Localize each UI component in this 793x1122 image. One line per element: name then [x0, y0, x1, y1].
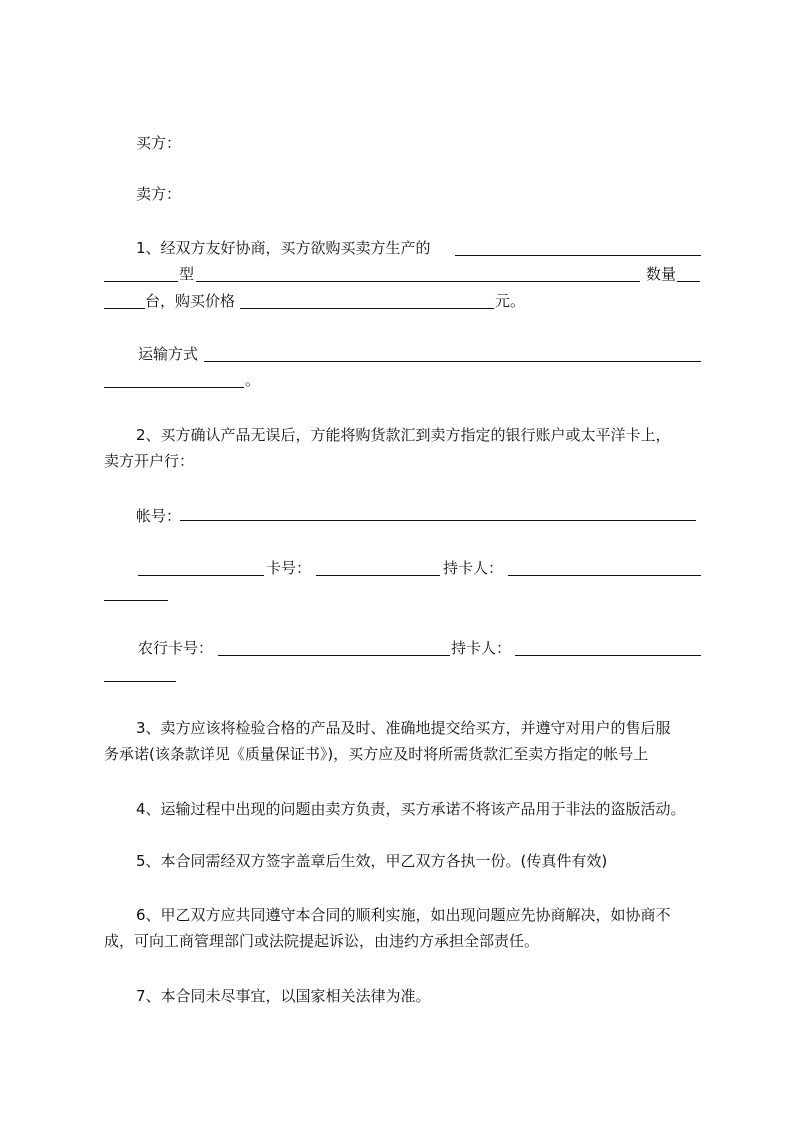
transport-blank-a	[204, 361, 701, 362]
agri-holder-label: 持卡人：	[451, 639, 512, 657]
quantity-label: 数量	[646, 265, 677, 283]
seller-label: 卖方：	[136, 185, 182, 203]
account-label: 帐号：	[136, 507, 182, 525]
quantity-blank-a	[677, 281, 700, 282]
clause3-line2: 务承诺(该条款详见《质量保证书》)，买方应及时将所需货款汇至卖方指定的帐号上	[104, 745, 649, 763]
clause1-line1: 1、经双方友好协商，买方欲购买卖方生产的	[136, 239, 431, 257]
card-holder-label: 持卡人：	[443, 559, 504, 577]
card-blank	[316, 575, 440, 576]
brand-blank	[104, 281, 178, 282]
agri-card-label: 农行卡号：	[138, 639, 214, 657]
transport-label: 运输方式	[138, 345, 199, 363]
model-blank	[196, 281, 640, 282]
card-holder-blank-a	[508, 575, 701, 576]
product-blank	[455, 255, 701, 256]
agri-holder-blank-a	[515, 655, 701, 656]
clause7: 7、本合同未尽事宜，以国家相关法律为准。	[136, 987, 431, 1005]
card-holder-blank-b	[104, 600, 168, 601]
model-label: 型	[179, 265, 195, 283]
agri-holder-blank-b	[104, 681, 176, 682]
clause2-line2: 卖方开户行：	[104, 452, 195, 470]
quantity-blank-b	[104, 308, 145, 309]
clause6-line1: 6、甲乙双方应共同遵守本合同的顺利实施，如出现问题应先协商解决，如协商不	[136, 906, 671, 924]
clause6-line2: 成，可向工商管理部门或法院提起诉讼，由违约方承担全部责任。	[104, 932, 540, 950]
clause4: 4、运输过程中出现的问题由卖方负责，买方承诺不将该产品用于非法的盗版活动。	[136, 800, 686, 818]
buyer-label: 买方：	[136, 134, 182, 152]
agri-card-blank	[218, 655, 450, 656]
transport-end: 。	[245, 371, 261, 389]
clause5: 5、本合同需经双方签字盖章后生效，甲乙双方各执一份。(传真件有效)	[136, 852, 608, 870]
clause2-line1: 2、买方确认产品无误后，方能将购货款汇到卖方指定的银行账户或太平洋卡上，	[136, 426, 671, 444]
transport-blank-b	[104, 387, 244, 388]
card-label: 卡号：	[266, 559, 312, 577]
clause3-line1: 3、卖方应该将检验合格的产品及时、准确地提交给买方，并遵守对用户的售后服	[136, 719, 671, 737]
unit-price-text: 台，购买价格	[145, 292, 236, 310]
bank-blank	[138, 575, 264, 576]
yuan-text: 元。	[495, 292, 526, 310]
price-blank	[240, 308, 494, 309]
account-blank	[180, 520, 696, 521]
